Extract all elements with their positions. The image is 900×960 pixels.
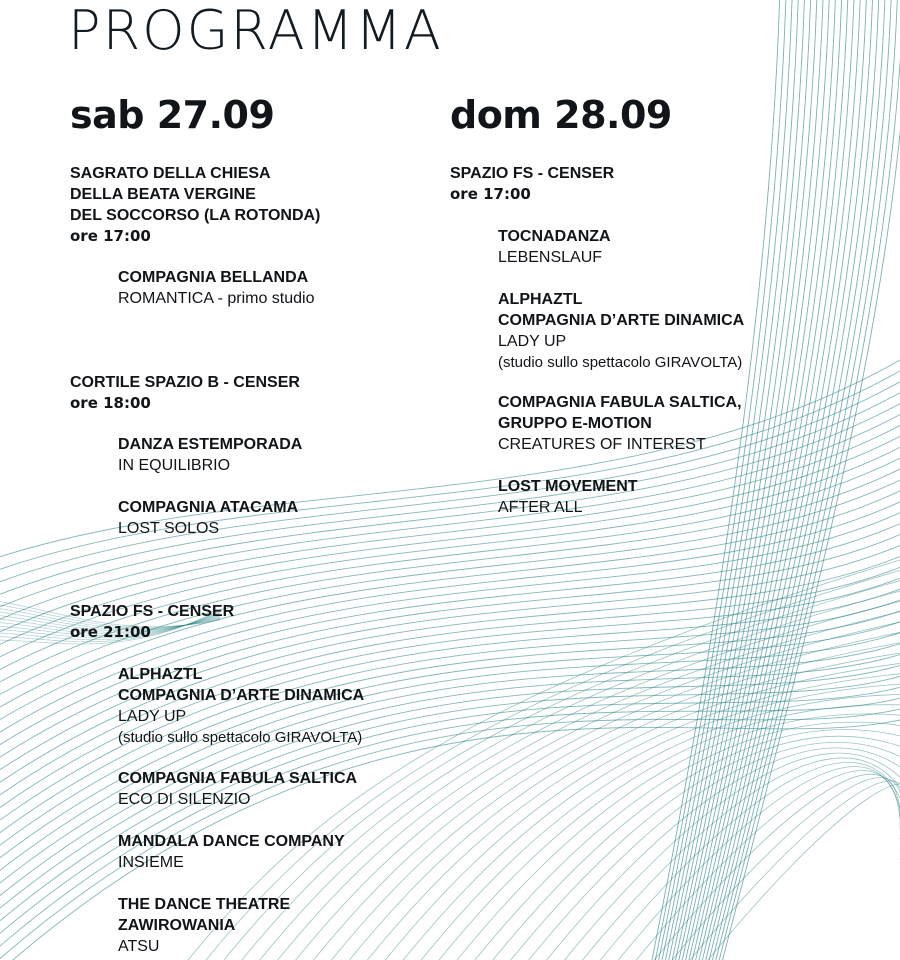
- venue-line: DEL SOCCORSO (LA ROTONDA): [70, 207, 321, 224]
- piece-title: INSIEME: [118, 854, 184, 871]
- performance-entry: [118, 894, 290, 957]
- company-name: COMPAGNIA FABULA SALTICA: [118, 770, 358, 787]
- company-name: COMPAGNIA D’ARTE DINAMICA: [498, 312, 745, 329]
- company-name: GRUPPO E-MOTION: [498, 415, 652, 432]
- venue-heading: [70, 372, 300, 413]
- venue-line: CORTILE SPAZIO B - CENSER: [70, 374, 300, 391]
- company-name: LOST MOVEMENT: [498, 478, 638, 495]
- performance-entry: [498, 476, 638, 518]
- performance-entry: [118, 497, 298, 539]
- company-name: TOCNADANZA: [498, 228, 611, 245]
- company-name: ALPHAZTL: [498, 291, 583, 308]
- company-name: MANDALA DANCE COMPANY: [118, 833, 345, 850]
- session-time: ore 17:00: [450, 185, 531, 203]
- session-time: ore 17:00: [70, 227, 151, 245]
- performance-entry: [118, 664, 364, 748]
- company-name: ALPHAZTL: [118, 666, 203, 683]
- piece-title: LADY UP: [118, 708, 187, 725]
- performance-entry: [118, 768, 357, 810]
- session-time: ore 21:00: [70, 623, 151, 641]
- session-time: ore 18:00: [70, 394, 151, 412]
- venue-heading: [450, 163, 614, 204]
- venue-line: SPAZIO FS - CENSER: [70, 603, 235, 620]
- piece-title: AFTER ALL: [498, 499, 583, 516]
- piece-title: IN EQUILIBRIO: [118, 457, 231, 474]
- company-name: COMPAGNIA BELLANDA: [118, 269, 309, 286]
- company-name: ZAWIROWANIA: [118, 917, 236, 934]
- piece-title: ECO DI SILENZIO: [118, 791, 251, 808]
- venue-heading: [70, 601, 234, 642]
- company-name: COMPAGNIA FABULA SALTICA,: [498, 394, 742, 411]
- performance-entry: [498, 226, 611, 268]
- performance-entry: [118, 267, 314, 309]
- venue-line: SPAZIO FS - CENSER: [450, 165, 615, 182]
- program-title: PROGRAMMA: [68, 0, 443, 62]
- piece-title: LEBENSLAUF: [498, 249, 603, 266]
- venue-heading: [70, 163, 320, 246]
- performance-entry: [118, 831, 345, 873]
- company-name: DANZA ESTEMPORADA: [118, 436, 303, 453]
- day-heading-saturday: sab 27.09: [70, 93, 275, 137]
- piece-title: ROMANTICA - primo studio: [118, 290, 315, 307]
- piece-title: CREATURES OF INTEREST: [498, 436, 706, 453]
- venue-line: SAGRATO DELLA CHIESA: [70, 165, 271, 182]
- piece-note: (studio sullo spettacolo GIRAVOLTA): [118, 729, 363, 746]
- company-name: THE DANCE THEATRE: [118, 896, 291, 913]
- company-name: COMPAGNIA D’ARTE DINAMICA: [118, 687, 365, 704]
- piece-title: LOST SOLOS: [118, 520, 220, 537]
- performance-entry: [498, 392, 742, 455]
- venue-line: DELLA BEATA VERGINE: [70, 186, 256, 203]
- piece-title: LADY UP: [498, 333, 567, 350]
- day-heading-sunday: dom 28.09: [450, 93, 672, 137]
- company-name: COMPAGNIA ATACAMA: [118, 499, 299, 516]
- performance-entry: [118, 434, 302, 476]
- piece-note: (studio sullo spettacolo GIRAVOLTA): [498, 354, 743, 371]
- piece-title: ATSU: [118, 938, 160, 955]
- performance-entry: [498, 289, 744, 373]
